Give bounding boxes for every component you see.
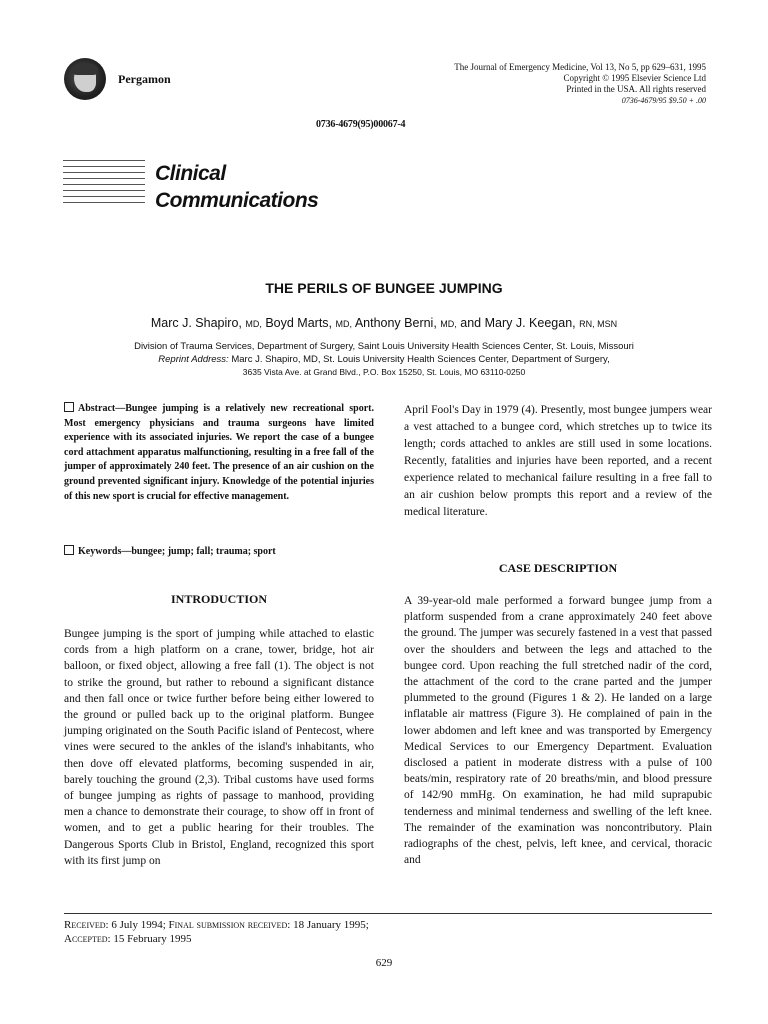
introduction-continued-text: April Fool's Day in 1979 (4). Presently, most bungee jumpers wear a vest attached to a bungee cord, which stretches up to twice its length; cords attached to ankles are still used in some locations. Recently, fatalities and injuries have been reported, and a recent experience related to mechanical failure resulting in a free fall to an air cushion below prompts this report and a review of the medical literature. (404, 404, 712, 518)
section-rules (63, 160, 145, 208)
author-name: Boyd Marts, (265, 316, 333, 330)
received-label: Received: (64, 919, 109, 931)
price-code: 0736-4679/95 $9.50 + .00 (621, 96, 706, 105)
postal-address: 3635 Vista Ave. at Grand Blvd., P.O. Box 15250, St. Louis, MO 63110-0250 (242, 367, 526, 377)
accepted-label: Accepted: (64, 933, 111, 945)
author-degree: MD, (440, 319, 457, 329)
reprint-label: Reprint Address: (158, 354, 229, 365)
abstract-text: Abstract—Bungee jumping is a relatively new recreational sport. Most emergency physicians and trauma surgeons have limited experience with its associated injuries. We report the case of a bungee cord attachment apparatus malfunctioning, resulting in a free fall of the jumper of approximately 240 feet. The presence of an air cushion on the ground prevented significant injury. Knowledge of the potential injuries of this new sport is crucial for effective management. (64, 403, 374, 502)
affiliation: Division of Trauma Services, Department of Surgery, Saint Louis University Health Sciences Center, St. Louis, Missouri (134, 341, 634, 352)
final-submission-label: Final submission received: (168, 919, 291, 931)
logo-hair-shape (72, 63, 98, 75)
copyright-line: Copyright © 1995 Elsevier Science Ltd (563, 73, 706, 83)
keywords-box-icon (64, 545, 74, 555)
case-description-text: A 39-year-old male performed a forward bungee jump from a platform suspended from a crane approximately 240 feet above the ground. The jumper was securely fastened in a vest that passed over the shoulders and between the legs and attached to the bungee cord. Upon reaching the full stretched nadir of the cord, the attachment of the cord to the crane parted and the jumper plummeted to the ground (Figures 1 & 2). He landed on a large inflatable air mattress (Figure 3). He complained of pain in the lower abdomen and left knee and was transported by Emergency Medical Services to our Emergency Department. Evaluation disclosed a patient in moderate distress with a pulse of 100 beats/min, respiratory rate of 20 breaths/min, and blood pressure of 142/90 mmHg. On examination, he had mild suprapubic tenderness and minimal tenderness and swelling of the left knee. The remainder of the examination was noncontributory. Plain radiographs of the chest, pelvis, left knee, and cervical, thoracic and (404, 595, 712, 867)
rights-line: Printed in the USA. All rights reserved (566, 84, 706, 94)
doi-code: 0736-4679(95)00067-4 (316, 119, 406, 130)
abstract-box-icon (64, 402, 74, 412)
publisher-name: Pergamon (118, 72, 171, 86)
case-description-heading: CASE DESCRIPTION (498, 561, 618, 575)
section-title-line2: Communications (155, 189, 319, 212)
submission-dates (64, 918, 369, 946)
author-degree: MD, (335, 319, 353, 329)
reprint-text: Marc J. Shapiro, MD, St. Louis University Health Sciences Center, Department of Surgery, (231, 354, 610, 365)
author-list (0, 316, 768, 330)
abstract (64, 402, 374, 504)
author-degree: MD, (245, 319, 262, 329)
author-name: Anthony Berni, (354, 316, 437, 330)
reprint-address (0, 354, 768, 365)
article-title: THE PERILS OF BUNGEE JUMPING (265, 280, 503, 296)
section-title (155, 160, 318, 214)
journal-info (454, 62, 706, 106)
accepted-date: 15 February 1995 (113, 933, 192, 945)
page-number: 629 (375, 957, 393, 969)
received-date: 6 July 1994; (111, 919, 166, 931)
keywords (64, 545, 374, 557)
journal-citation: The Journal of Emergency Medicine, Vol 13, No 5, pp 629–631, 1995 (454, 62, 706, 72)
footer-divider (64, 913, 712, 914)
introduction-text: Bungee jumping is the sport of jumping while attached to elastic cords from a high platform on a crane, tower, bridge, hot air balloon, or fixed object, allowing a free fall (1). The object is not to strike the ground, but rather to rebound a significant distance and then fall once or twice further before being either lowered to the ground or pulled back up to the original platform. Bungee jumping originated on the South Pacific island of Pentecost, where vines were secured to the ankles of the island's inhabitants, who then dove off elevated platforms, becoming suspended in air, barely touching the ground (2,3). Tribal customs have used forms of bungee jumping as rights of passage to manhood, providing men a chance to demonstrate their courage, to show off in front of women, and to get a public hearing for their troubles. The Dangerous Sports Club in Bristol, England, recognized this sport with its first jump on (64, 628, 374, 867)
keywords-text: Keywords—bungee; jump; fall; trauma; sport (78, 546, 276, 557)
final-submission-date: 18 January 1995; (293, 919, 369, 931)
author-name: and Mary J. Keegan, (460, 316, 576, 330)
author-name: Marc J. Shapiro, (150, 316, 242, 330)
publisher-logo (64, 58, 106, 100)
section-title-line1: Clinical (155, 162, 226, 185)
author-degree: RN, MSN (579, 319, 618, 329)
introduction-heading: INTRODUCTION (170, 592, 267, 606)
